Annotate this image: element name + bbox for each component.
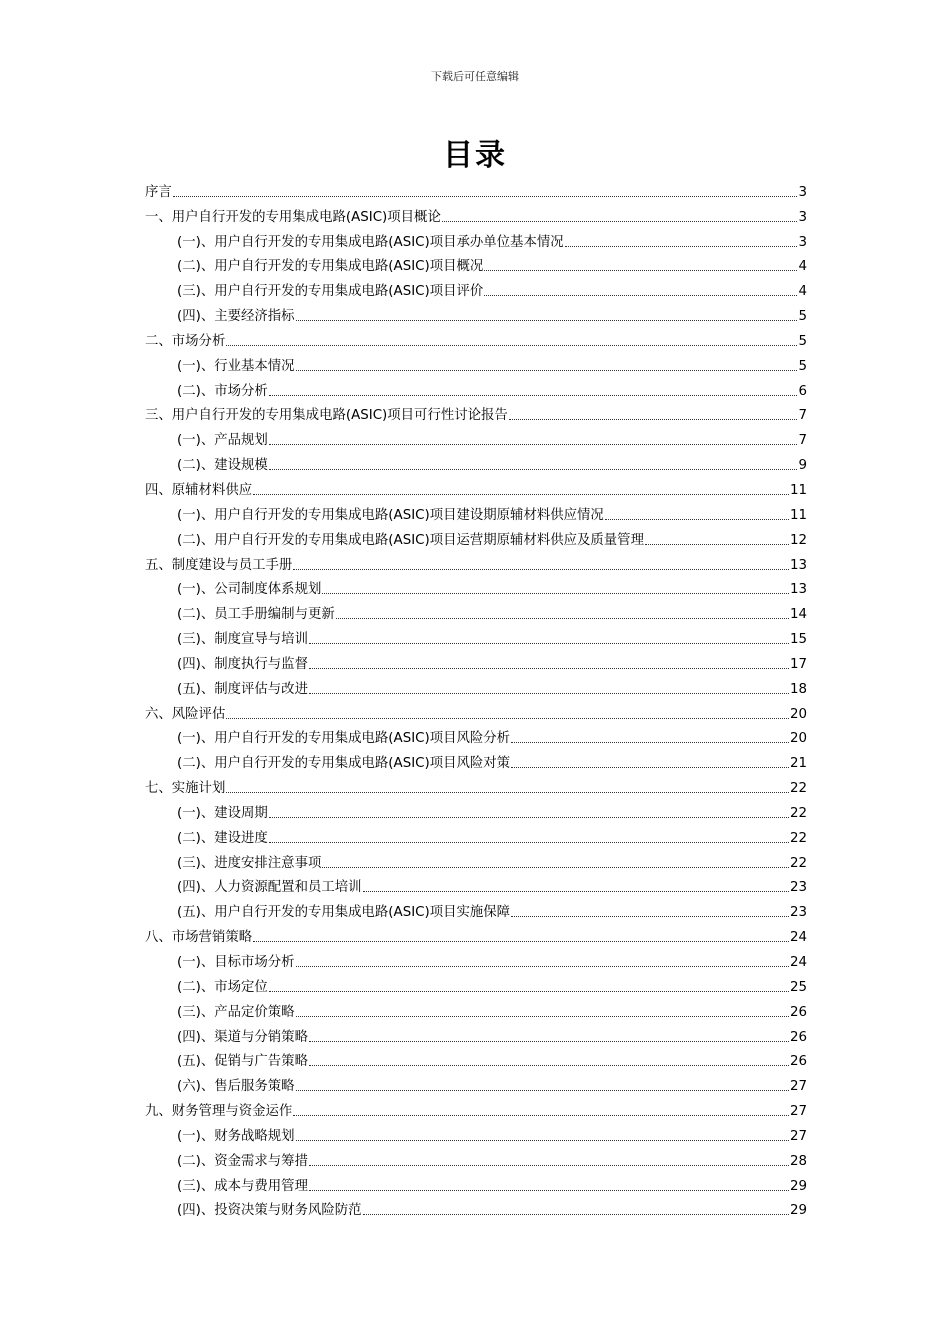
toc-entry-label: (四)、主要经济指标: [177, 309, 295, 325]
toc-dot-leader: [511, 742, 789, 743]
toc-dot-leader: [484, 295, 797, 296]
toc-entry-label: (四)、渠道与分销策略: [177, 1029, 308, 1045]
toc-entry-page-number: 4: [798, 284, 807, 300]
toc-entry-label: (三)、成本与费用管理: [177, 1178, 308, 1194]
toc-entry-page-number: 4: [798, 259, 807, 275]
toc-dot-leader: [269, 991, 789, 992]
toc-entry[interactable]: [145, 772, 807, 797]
toc-entry-label: 四、原辅材料供应: [145, 482, 253, 498]
toc-entry-label: (一)、公司制度体系规划: [177, 582, 322, 598]
toc-entry-page-number: 26: [789, 1004, 807, 1020]
toc-dot-leader: [363, 1214, 789, 1215]
toc-entry-label: 五、制度建设与员工手册: [145, 557, 293, 573]
toc-entry[interactable]: [145, 524, 807, 549]
toc-entry-label: (二)、建设进度: [177, 830, 268, 846]
toc-entry[interactable]: [145, 747, 807, 772]
toc-entry-label: (一)、财务战略规划: [177, 1128, 295, 1144]
toc-entry-page-number: 15: [789, 632, 807, 648]
header-note: 下载后可任意编辑: [431, 70, 519, 83]
toc-entry[interactable]: [145, 275, 807, 300]
toc-entry[interactable]: [145, 424, 807, 449]
toc-dot-leader: [511, 916, 789, 917]
toc-dot-leader: [226, 792, 789, 793]
toc-entry-page-number: 3: [798, 184, 807, 200]
toc-entry-label: 二、市场分析: [145, 333, 226, 349]
toc-entry-label: (二)、建设规模: [177, 458, 268, 474]
toc-entry[interactable]: [145, 1170, 807, 1195]
toc-dot-leader: [309, 1165, 789, 1166]
toc-entry-page-number: 5: [798, 309, 807, 325]
toc-entry[interactable]: [145, 449, 807, 474]
toc-entry-page-number: 27: [789, 1128, 807, 1144]
toc-entry-page-number: 21: [789, 756, 807, 772]
toc-dot-leader: [309, 1190, 789, 1191]
toc-entry[interactable]: [145, 971, 807, 996]
toc-entry-page-number: 9: [798, 458, 807, 474]
toc-entry-label: 六、风险评估: [145, 706, 226, 722]
toc-entry-page-number: 26: [789, 1029, 807, 1045]
toc-dot-leader: [253, 941, 789, 942]
toc-entry[interactable]: [145, 251, 807, 276]
toc-entry-label: (二)、市场分析: [177, 383, 268, 399]
toc-entry[interactable]: [145, 946, 807, 971]
toc-dot-leader: [296, 966, 789, 967]
toc-entry-label: 三、用户自行开发的专用集成电路(ASIC)项目可行性讨论报告: [145, 408, 508, 424]
toc-entry-label: (三)、进度安排注意事项: [177, 855, 322, 871]
toc-entry-page-number: 29: [789, 1178, 807, 1194]
toc-entry[interactable]: [145, 1021, 807, 1046]
toc-dot-leader: [309, 1041, 789, 1042]
toc-entry-page-number: 23: [789, 905, 807, 921]
toc-dot-leader: [296, 320, 798, 321]
toc-entry[interactable]: [145, 598, 807, 623]
toc-entry-page-number: 17: [789, 656, 807, 672]
toc-entry[interactable]: [145, 648, 807, 673]
toc-dot-leader: [293, 569, 789, 570]
toc-entry[interactable]: [145, 1195, 807, 1220]
toc-entry[interactable]: [145, 1046, 807, 1071]
toc-dot-leader: [484, 270, 797, 271]
toc-entry-page-number: 5: [798, 333, 807, 349]
toc-dot-leader: [269, 395, 798, 396]
toc-entry-label: (二)、用户自行开发的专用集成电路(ASIC)项目风险对策: [177, 756, 511, 772]
toc-entry-label: (四)、投资决策与财务风险防范: [177, 1203, 362, 1219]
toc-entry[interactable]: [145, 996, 807, 1021]
toc-entry-page-number: 7: [798, 408, 807, 424]
toc-entry-label: (二)、用户自行开发的专用集成电路(ASIC)项目运营期原辅材料供应及质量管理: [177, 532, 644, 548]
toc-entry[interactable]: [145, 673, 807, 698]
toc-entry-label: (一)、用户自行开发的专用集成电路(ASIC)项目建设期原辅材料供应情况: [177, 507, 604, 523]
toc-entry-page-number: 13: [789, 582, 807, 598]
toc-entry-page-number: 5: [798, 358, 807, 374]
toc-dot-leader: [309, 1065, 789, 1066]
toc-entry-label: (一)、产品规划: [177, 433, 268, 449]
toc-dot-leader: [322, 867, 789, 868]
toc-entry[interactable]: [145, 822, 807, 847]
toc-entry[interactable]: [145, 350, 807, 375]
toc-dot-leader: [605, 519, 789, 520]
toc-entry[interactable]: [145, 1120, 807, 1145]
toc-entry-page-number: 28: [789, 1153, 807, 1169]
toc-entry-label: (三)、产品定价策略: [177, 1004, 295, 1020]
toc-entry[interactable]: [145, 847, 807, 872]
toc-entry-page-number: 12: [789, 532, 807, 548]
toc-entry[interactable]: [145, 797, 807, 822]
toc-entry-label: (二)、资金需求与筹措: [177, 1153, 308, 1169]
toc-entry[interactable]: [145, 201, 807, 226]
toc-dot-leader: [511, 767, 789, 768]
toc-entry[interactable]: [145, 872, 807, 897]
toc-dot-leader: [565, 246, 798, 247]
toc-entry-page-number: 22: [789, 781, 807, 797]
toc-dot-leader: [293, 1115, 789, 1116]
toc-dot-leader: [296, 1090, 789, 1091]
toc-entry-page-number: 24: [789, 955, 807, 970]
toc-entry-label: (六)、售后服务策略: [177, 1079, 295, 1095]
toc-entry-label: 一、用户自行开发的专用集成电路(ASIC)项目概论: [145, 209, 441, 225]
toc-dot-leader: [253, 494, 789, 495]
toc-dot-leader: [309, 693, 789, 694]
toc-entry[interactable]: [145, 921, 807, 946]
toc-dot-leader: [442, 221, 798, 222]
toc-dot-leader: [645, 544, 789, 545]
toc-entry[interactable]: [145, 698, 807, 723]
toc-entry-label: (五)、制度评估与改进: [177, 681, 308, 697]
toc-entry[interactable]: [145, 723, 807, 748]
toc-dot-leader: [296, 1140, 789, 1141]
toc-entry-page-number: 11: [789, 507, 807, 523]
toc-entry-page-number: 22: [789, 830, 807, 846]
toc-dot-leader: [269, 817, 789, 818]
toc-dot-leader: [226, 345, 797, 346]
toc-entry-label: (二)、市场定位: [177, 979, 268, 995]
toc-entry[interactable]: [145, 300, 807, 325]
toc-entry-page-number: 6: [798, 383, 807, 399]
table-of-contents: [145, 176, 807, 1219]
toc-dot-leader: [296, 1016, 789, 1017]
toc-dot-leader: [509, 419, 798, 420]
toc-entry-label: (三)、制度宣导与培训: [177, 632, 308, 648]
toc-entry[interactable]: [145, 623, 807, 648]
toc-entry[interactable]: [145, 896, 807, 921]
toc-entry-page-number: 14: [789, 607, 807, 623]
toc-dot-leader: [269, 469, 798, 470]
toc-entry[interactable]: [145, 400, 807, 425]
toc-entry-label: 九、财务管理与资金运作: [145, 1104, 293, 1120]
toc-entry-label: (一)、用户自行开发的专用集成电路(ASIC)项目承办单位基本情况: [177, 234, 564, 250]
toc-entry[interactable]: [145, 499, 807, 524]
toc-dot-leader: [309, 668, 789, 669]
toc-dot-leader: [336, 618, 789, 619]
toc-entry-label: (一)、建设周期: [177, 805, 268, 821]
toc-entry-page-number: 27: [789, 1104, 807, 1120]
toc-dot-leader: [269, 444, 798, 445]
toc-entry-label: (四)、制度执行与监督: [177, 656, 308, 672]
toc-entry-page-number: 27: [789, 1079, 807, 1095]
toc-entry-page-number: 3: [798, 209, 807, 225]
toc-entry-label: (五)、用户自行开发的专用集成电路(ASIC)项目实施保障: [177, 905, 511, 921]
toc-entry[interactable]: [145, 375, 807, 400]
toc-entry-page-number: 24: [789, 930, 807, 946]
toc-entry[interactable]: [145, 325, 807, 350]
toc-entry-label: (一)、目标市场分析: [177, 955, 295, 970]
toc-entry-label: (五)、促销与广告策略: [177, 1054, 308, 1070]
toc-entry[interactable]: [145, 1095, 807, 1120]
toc-dot-leader: [269, 842, 789, 843]
toc-entry-label: (一)、用户自行开发的专用集成电路(ASIC)项目风险分析: [177, 731, 511, 747]
toc-dot-leader: [322, 593, 789, 594]
toc-entry-page-number: 26: [789, 1054, 807, 1070]
toc-entry-page-number: 22: [789, 805, 807, 821]
toc-dot-leader: [296, 370, 798, 371]
toc-entry-page-number: 20: [789, 731, 807, 747]
toc-entry[interactable]: [145, 226, 807, 251]
toc-entry-page-number: 18: [789, 681, 807, 697]
toc-entry[interactable]: [145, 1070, 807, 1095]
toc-dot-leader: [363, 891, 789, 892]
toc-entry-label: 序言: [145, 184, 172, 200]
toc-entry-page-number: 7: [798, 433, 807, 449]
toc-dot-leader: [173, 196, 798, 197]
toc-entry[interactable]: [145, 176, 807, 201]
toc-entry-label: (二)、员工手册编制与更新: [177, 607, 335, 623]
toc-entry-label: 七、实施计划: [145, 781, 226, 797]
toc-entry-page-number: 29: [789, 1203, 807, 1219]
toc-entry[interactable]: [145, 1145, 807, 1170]
toc-entry-page-number: 13: [789, 557, 807, 573]
toc-entry-page-number: 3: [798, 234, 807, 250]
toc-entry-label: (二)、用户自行开发的专用集成电路(ASIC)项目概况: [177, 259, 484, 275]
toc-entry-label: (一)、行业基本情况: [177, 358, 295, 374]
page-title: 目录: [443, 138, 507, 173]
toc-entry-page-number: 25: [789, 979, 807, 995]
toc-entry[interactable]: [145, 474, 807, 499]
toc-entry-page-number: 11: [789, 482, 807, 498]
toc-entry-page-number: 20: [789, 706, 807, 722]
toc-entry-label: (四)、人力资源配置和员工培训: [177, 880, 362, 896]
toc-entry-label: (三)、用户自行开发的专用集成电路(ASIC)项目评价: [177, 284, 484, 300]
toc-dot-leader: [309, 643, 789, 644]
toc-entry[interactable]: [145, 574, 807, 599]
toc-entry-label: 八、市场营销策略: [145, 930, 253, 946]
toc-entry-page-number: 23: [789, 880, 807, 896]
toc-dot-leader: [226, 718, 789, 719]
toc-entry-page-number: 22: [789, 855, 807, 871]
toc-entry[interactable]: [145, 549, 807, 574]
